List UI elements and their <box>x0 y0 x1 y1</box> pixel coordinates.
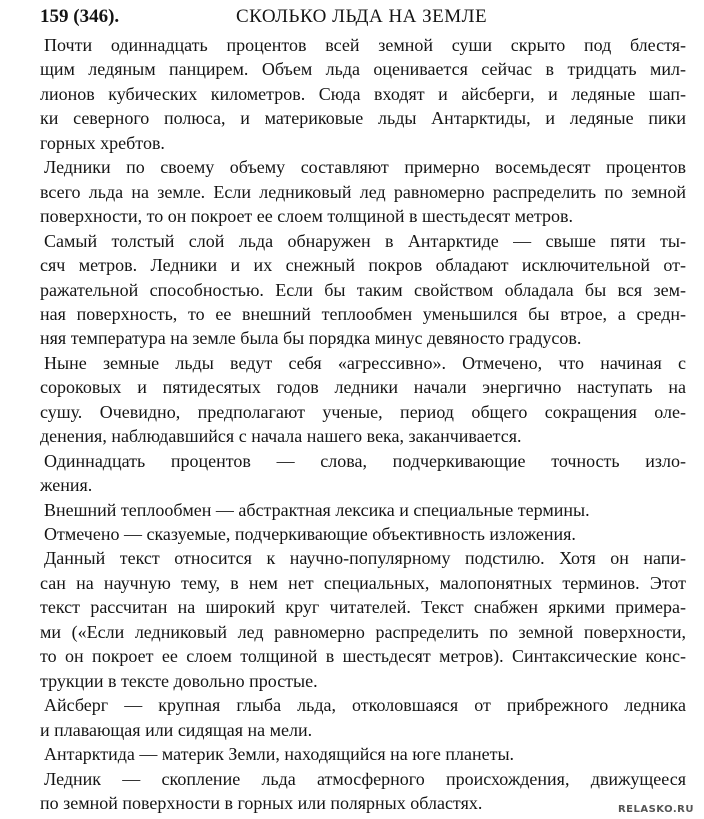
watermark: RELASKO.RU <box>617 804 694 815</box>
text-line: сороковых и пятидесятых годов ледники начали энергично наступать на <box>40 377 686 397</box>
text-line: щим ледяным панцирем. Объем льда оценивается сейчас в тридцать мил- <box>40 59 686 79</box>
text-line: денения, наблюдавшийся с начала нашего века, заканчивается. <box>40 426 522 446</box>
text-line: поверхности, то он покроет ее слоем толщиной в шестьдесят метров. <box>40 206 574 226</box>
text-line: Ледники по своему объему составляют примерно восемьдесят процентов <box>44 157 686 177</box>
text-line: Данный текст относится к научно-популярному подстилю. Хотя он напи- <box>44 548 686 568</box>
text-line: Самый толстый слой льда обнаружен в Антарктиде — свыше пяти ты- <box>44 231 686 251</box>
text-line: сушу. Очевидно, предполагают ученые, период общего сокращения оле- <box>40 402 686 422</box>
text-line: Почти одиннадцать процентов всей земной суши скрыто под блестя- <box>44 35 686 55</box>
text-line: Ныне земные льды ведут себя «агрессивно». Отмечено, что начиная с <box>44 353 686 373</box>
text-line: трукции в тексте довольно простые. <box>40 671 318 691</box>
text-line: Айсберг — крупная глыба льда, отколовшаяся от прибрежного ледника <box>44 695 686 715</box>
text-line: ная поверхность, то ее внешний теплообмен уменьшился бы втрое, а средн- <box>40 304 686 324</box>
text-line: ки северного полюса, и материковые льды Антарктиды, и ледяные пики <box>40 108 686 128</box>
text-line: и плавающая или сидящая на мели. <box>40 720 313 740</box>
text-line: ми («Если ледниковый лед равномерно распределить по земной поверхности, <box>40 622 686 642</box>
text-line: Одиннадцать процентов — слова, подчеркивающие точность изло- <box>44 451 686 471</box>
text-line: жения. <box>40 475 93 495</box>
text-line: Антарктида — материк Земли, находящийся на юге планеты. <box>44 744 515 764</box>
text-line: Внешний теплообмен — абстрактная лексика и специальные термины. <box>44 500 590 520</box>
exercise-header <box>40 4 680 30</box>
text-line: Ледник — скопление льда атмосферного происхождения, движущееся <box>44 769 686 789</box>
text-line: то он покроет ее слоем толщиной в шестьдесят метров). Синтаксические конс- <box>40 646 686 666</box>
text-line: горных хребтов. <box>40 133 165 153</box>
text-line: няя температура на земле была бы порядка минус девяносто градусов. <box>40 328 582 348</box>
text-line: текст рассчитан на широкий круг читателей. Текст снабжен яркими примера- <box>40 597 686 617</box>
text-line: всего льда на земле. Если ледниковый лед равномерно распределить по земной <box>40 182 686 202</box>
text-line: лионов кубических километров. Сюда входят и айсберги, и ледяные шап- <box>40 84 686 104</box>
text-line: Отмечено — сказуемые, подчеркивающие объективность изложения. <box>44 524 576 544</box>
exercise-title: СКОЛЬКО ЛЬДА НА ЗЕМЛЕ <box>236 6 488 27</box>
text-line: сан на научную тему, в нем нет специальных, малопонятных терминов. Этот <box>40 573 686 593</box>
exercise-number: 159 (346). <box>40 6 120 27</box>
text-line: сяч метров. Ледники и их снежный покров обладают исключительной от- <box>40 255 686 275</box>
text-line: по земной поверхности в горных или полярных областях. <box>40 793 483 813</box>
text-line: ражательной способностью. Если бы таким свойством обладала бы вся зем- <box>40 280 686 300</box>
